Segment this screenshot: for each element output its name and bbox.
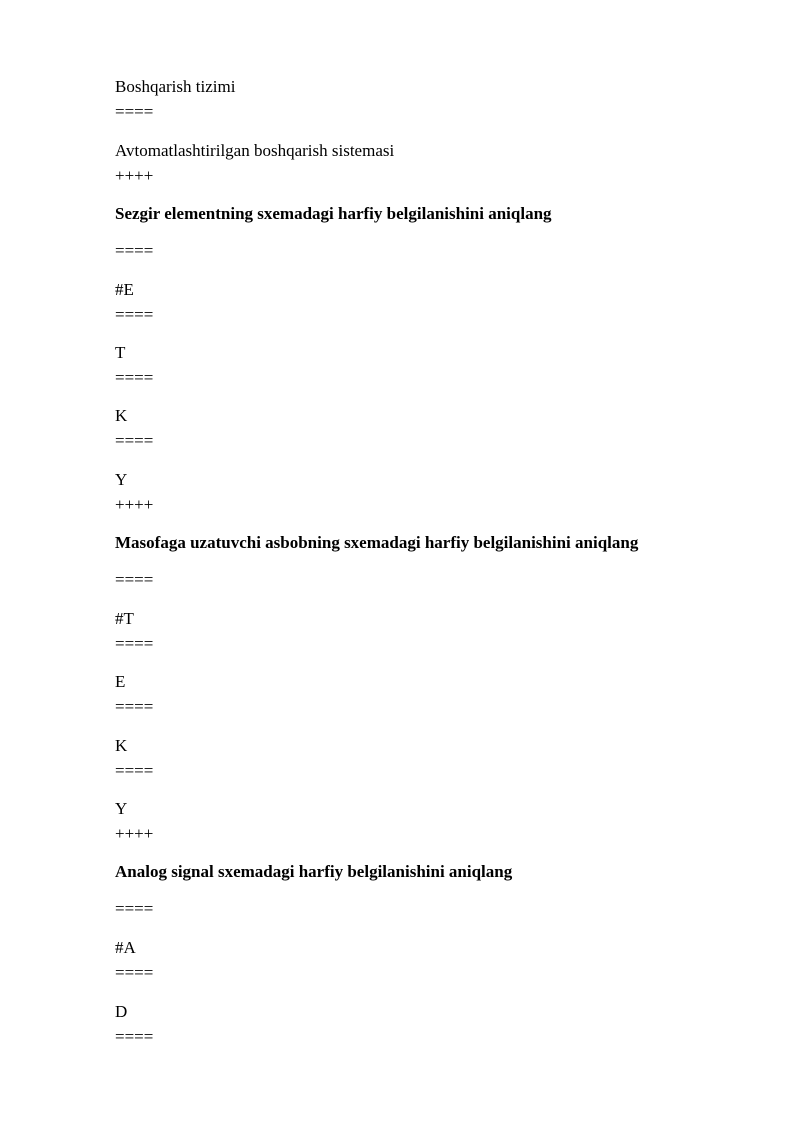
question-2-option-1: #T	[115, 609, 134, 628]
question-2-option-2: E	[115, 672, 126, 691]
intro-title: Boshqarish tizimi	[115, 77, 236, 96]
question-3-text: Analog signal sxemadagi harfiy belgilanishini aniqlang	[115, 862, 513, 881]
separator-plus: ++++	[115, 166, 154, 185]
separator-eq: ====	[115, 241, 154, 260]
question-1-option-1: #E	[115, 280, 134, 299]
question-1-option-3: K	[115, 406, 128, 425]
separator-eq: ====	[115, 634, 154, 653]
separator-eq: ====	[115, 570, 154, 589]
separator-eq: ====	[115, 697, 154, 716]
question-1-text: Sezgir elementning sxemadagi harfiy belgilanishini aniqlang	[115, 204, 552, 223]
intro-answer: Avtomatlashtirilgan boshqarish sistemasi	[115, 141, 395, 160]
separator-eq: ====	[115, 1027, 154, 1046]
question-2-option-3: K	[115, 736, 128, 755]
separator-eq: ====	[115, 102, 154, 121]
separator-plus: ++++	[115, 495, 154, 514]
question-3-option-2: D	[115, 1002, 128, 1021]
separator-eq: ====	[115, 899, 154, 918]
question-3-option-1: #A	[115, 938, 136, 957]
question-1-option-4: Y	[115, 470, 128, 489]
question-2-option-4: Y	[115, 799, 128, 818]
separator-eq: ====	[115, 305, 154, 324]
separator-plus: ++++	[115, 824, 154, 843]
separator-eq: ====	[115, 368, 154, 387]
separator-eq: ====	[115, 963, 154, 982]
separator-eq: ====	[115, 761, 154, 780]
question-1-option-2: T	[115, 343, 126, 362]
separator-eq: ====	[115, 431, 154, 450]
question-2-text: Masofaga uzatuvchi asbobning sxemadagi harfiy belgilanishini aniqlang	[115, 533, 639, 552]
